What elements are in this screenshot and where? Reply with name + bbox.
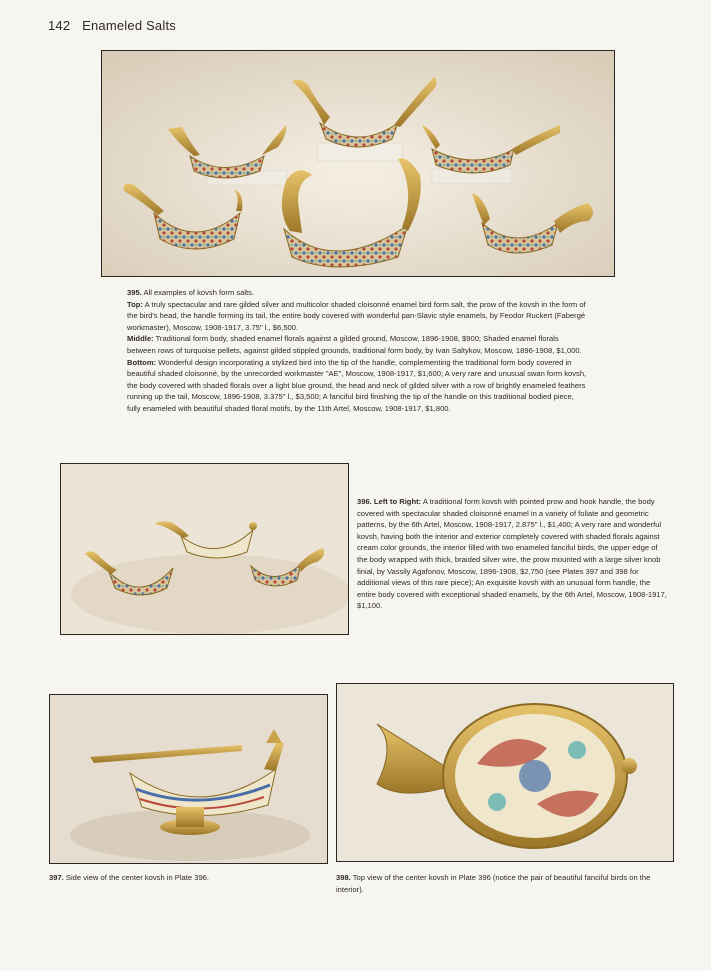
plate-395-photo [101, 50, 615, 277]
plate-398-caption [336, 872, 672, 895]
plate-395-top-label: Top: [127, 299, 143, 309]
plate-395-number: 395. [127, 288, 142, 297]
plate-397-number: 397. [49, 873, 64, 882]
plate-395-intro: All examples of kovsh form salts. [143, 288, 255, 297]
plate-395-top-text: A truly spectacular and rare gilded silver and multicolor shaded cloisonné enamel bird form salt, the prow of the kovsh in the form of the bird's head, the handle forming its tail, the entire body covered with wonderful pan-Slavic style enamels, by Feodor Ruckert (Fabergé workmaster), Moscow, 1908-1917, 3.75" l., $6,500. [127, 299, 586, 332]
plate-396-text: A traditional form kovsh with pointed prow and hook handle, the body covered with spectacular shaded cloisonné enamel in a variety of foliate and geometric patterns, by the 6th Artel, Moscow, 1908-1917, 2.875" l., $1,400; A very rare and wonderful kovsh, having both the interior and exterior completely covered with shaded florals against cream color grounds, the interior filled with two enameled fanciful birds, the upper edge of the body wrapped with thick, braided silver wire, the prow mounted with a large silver knob finial, by Vassily Agafonov, Moscow, 1896-1908, $2,750 (see Plates 397 and 398 for additional views of this rare piece); An exquisite kovsh with an unusual form handle, the entire body covered with exceptional shaded enamels, by the 6th Artel, Moscow, 1908-1917, $1,100. [357, 497, 667, 611]
section-title: Enameled Salts [82, 18, 176, 33]
plate-398-photo [336, 683, 674, 862]
plate-398-number: 398. [336, 873, 351, 882]
plate-398-text: Top view of the center kovsh in Plate 396 (notice the pair of beautiful fanciful birds on the interior). [336, 873, 651, 894]
plate-395-bottom-label: Bottom: [127, 357, 157, 367]
plate-395-caption [127, 287, 589, 415]
plate-397-text: Side view of the center kovsh in Plate 396. [65, 873, 210, 882]
plate-397-caption [49, 872, 326, 884]
plate-397-photo [49, 694, 328, 864]
plate-396-number: 396. [357, 497, 372, 506]
page-number: 142 [48, 18, 71, 33]
plate-396-label: Left to Right: [373, 497, 422, 506]
plate-395-middle-label: Middle: [127, 334, 154, 344]
plate-396-caption [357, 496, 669, 612]
plate-395-bottom-text: Wonderful design incorporating a stylized bird into the tip of the handle, complementing the traditional form body covered in beautiful shaded cloisonné, by the unrecorded workmaster "AE", Moscow, 1908-1917, $1,600; A very rare and unusual swan form kovsh, the body covered with shaded florals over a light blue ground, the head and neck of gilded silver with a row of brightly enameled feathers running up the tail, Moscow, 1896-1908, 3.375" l., $3,500; A fanciful bird finishing the tip of the handle on this traditional bodied piece, fully enameled with beautiful shaded floral motifs, by the 11th Artel, Moscow, 1908-1917, $1,800. [127, 357, 587, 413]
running-head [48, 18, 176, 33]
plate-396-photo [60, 463, 349, 635]
plate-395-middle-text: Traditional form body, shaded enamel florals against a gilded ground, Moscow, 1896-1908, $900; Shaded enamel florals between rows of turquoise pellets, against gilded stippled grounds, traditional form body, by Ivan Saltykov, Moscow, 1896-1908, $1,000. [127, 334, 582, 355]
